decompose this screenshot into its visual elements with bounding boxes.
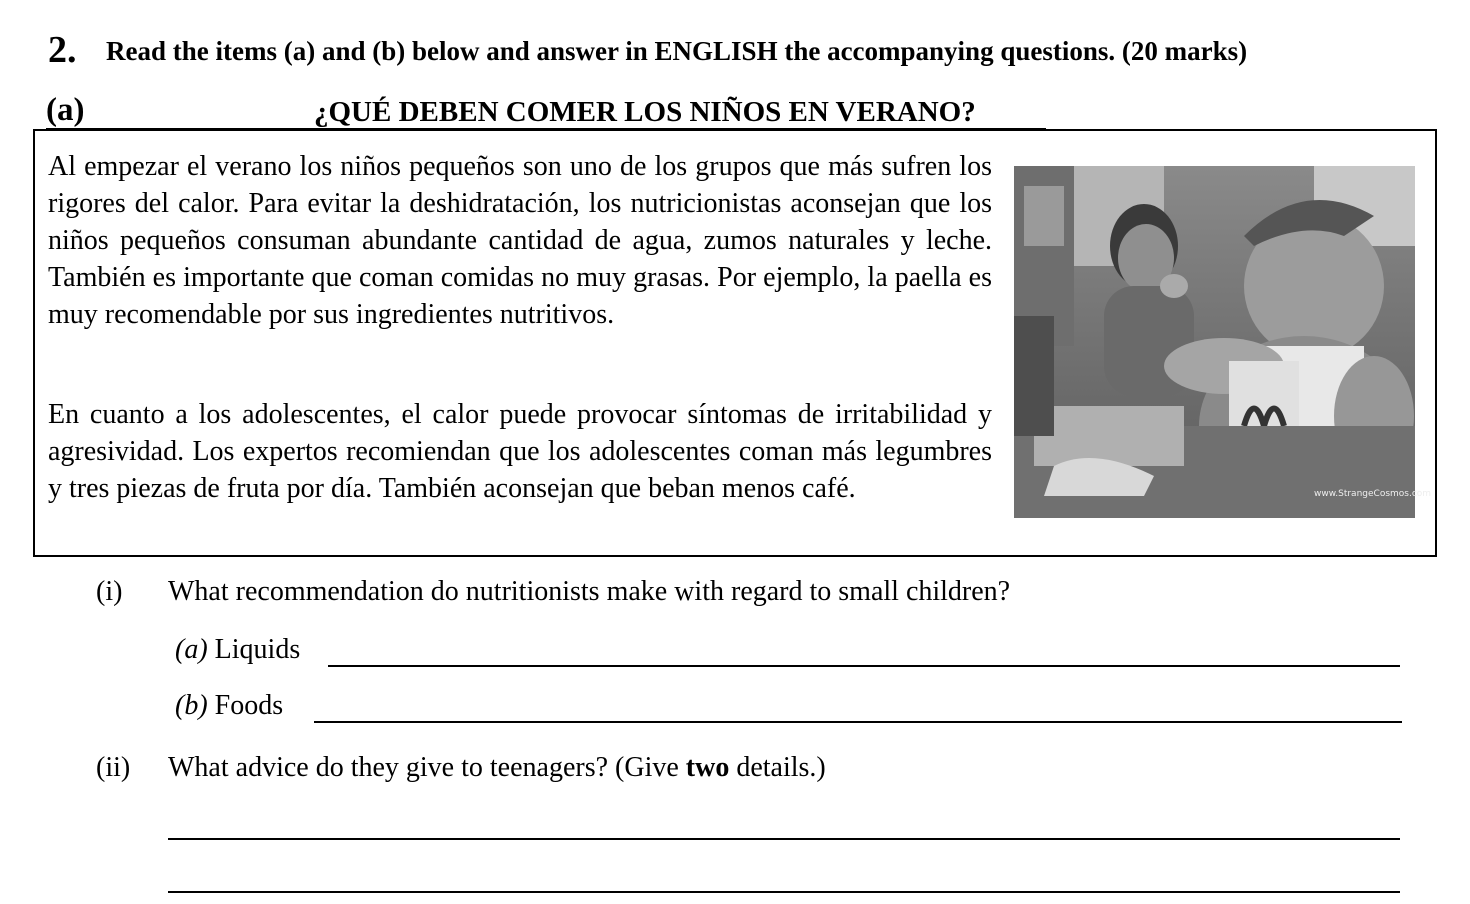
part-b-letter: (b) xyxy=(175,690,208,721)
children-eating-photo xyxy=(1014,166,1432,518)
question-ii-number: (ii) xyxy=(96,752,131,783)
passage-paragraph-1: Al empezar el verano los niños pequeños son uno de los grupos que más sufren los rigores del calor. Para evitar la deshidratación, los nutricionistas aconsejan que los niños pequeños consuman abundante cantidad de agua, zumos naturales y leche. También es importante que coman comidas no muy grasas. Por ejemplo, la paella es muy recomendable por sus ingredientes nutritivos. xyxy=(48,151,992,330)
question-ii-emphasis: two xyxy=(685,752,730,783)
question-instruction: Read the items (a) and (b) below and answer in ENGLISH the accompanying questions. (20 marks) xyxy=(106,36,1248,66)
answer-line-foods[interactable] xyxy=(314,721,1402,723)
question-number: 2. xyxy=(48,29,77,71)
part-b-label xyxy=(175,690,283,722)
question-i-text: What recommendation do nutritionists make with regard to small children? xyxy=(168,576,1011,607)
question-ii-text-start: What advice do they give to teenagers? (Give xyxy=(168,752,686,783)
part-b-text: Foods xyxy=(214,690,284,721)
part-a-label xyxy=(175,634,300,666)
part-a-text: Liquids xyxy=(214,634,301,665)
section-label: (a) xyxy=(46,92,85,128)
svg-text:www.StrangeCosmos.com: www.StrangeCosmos.com xyxy=(1314,489,1432,499)
question-i-number: (i) xyxy=(96,576,123,607)
answer-line-liquids[interactable] xyxy=(328,665,1400,667)
article-title: ¿QUÉ DEBEN COMER LOS NIÑOS EN VERANO? xyxy=(314,96,976,128)
photo-illustration xyxy=(1014,166,1432,518)
answer-line-teenagers-1[interactable] xyxy=(168,838,1400,840)
question-ii-text-end: details.) xyxy=(729,752,826,783)
answer-line-teenagers-2[interactable] xyxy=(168,891,1400,893)
part-a-letter: (a) xyxy=(175,634,208,665)
question-ii-text xyxy=(168,752,826,784)
passage-paragraph-2: En cuanto a los adolescentes, el calor puede provocar síntomas de irritabilidad y agresividad. Los expertos recomiendan que los adolescentes coman más legumbres y tres piezas de fruta por día. También aconsejan que beban menos café. xyxy=(48,399,992,504)
